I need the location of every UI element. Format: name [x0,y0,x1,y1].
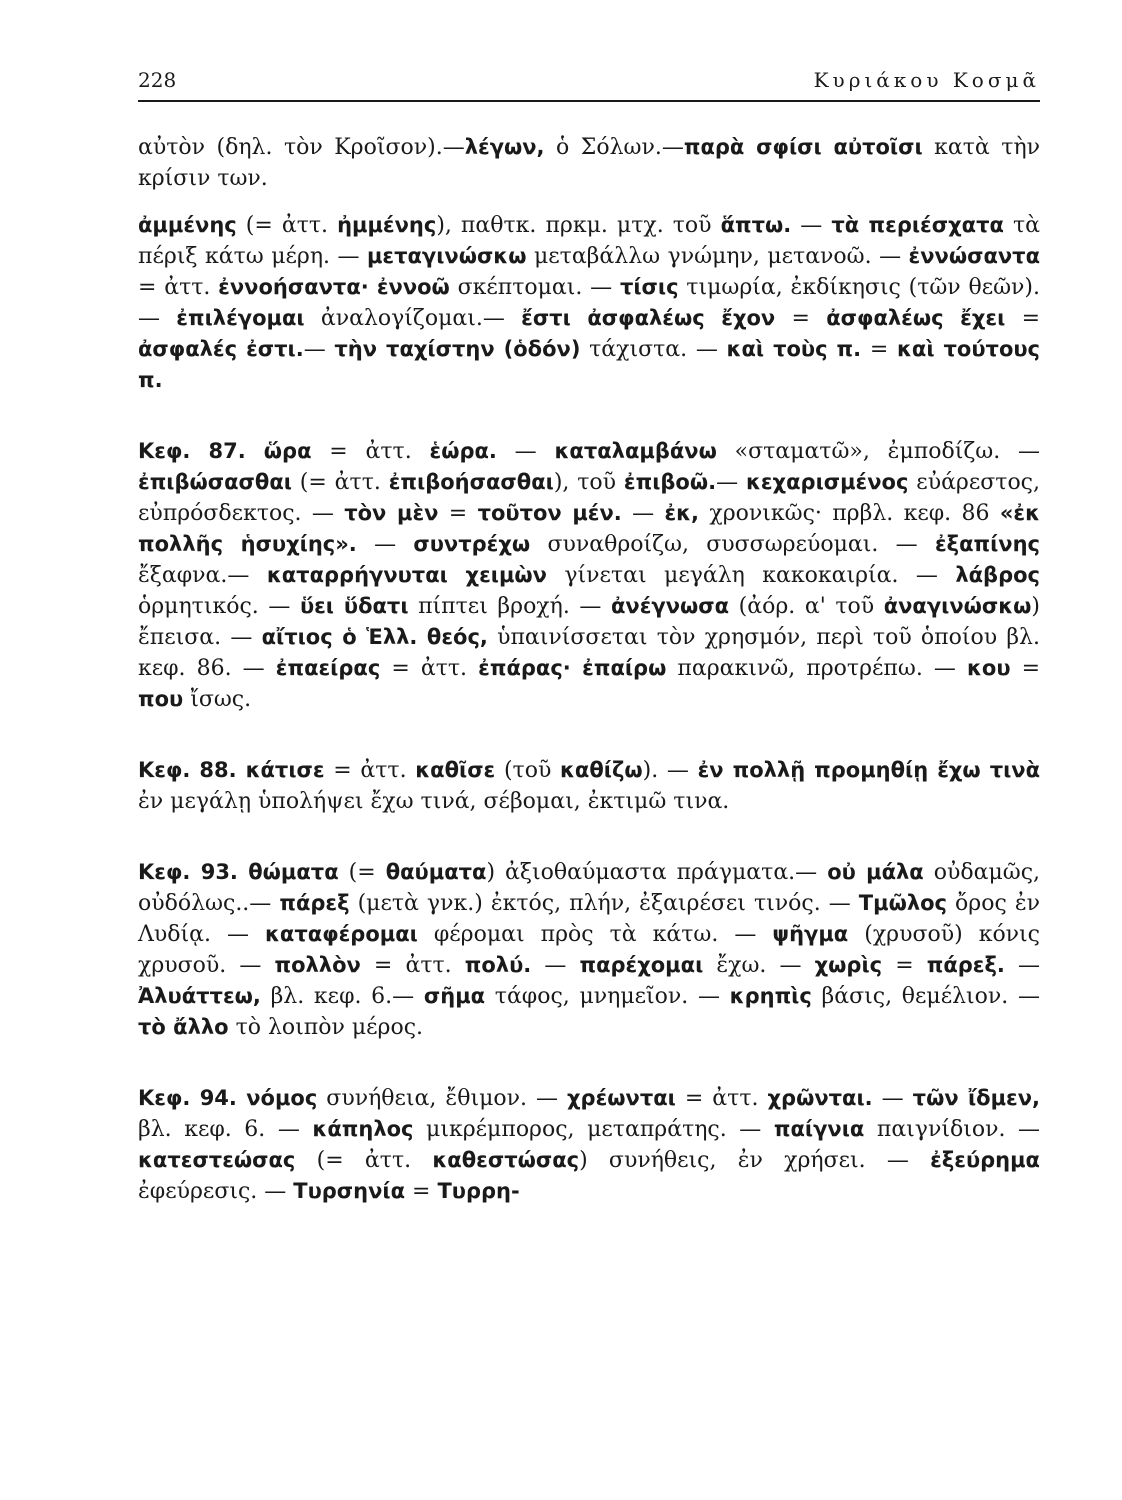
gloss-text: = [775,306,827,331]
gloss-text: = ἀττ. [324,758,416,783]
book-page [138,68,1040,1247]
headword: ἐννοήσαντα· ἐννοῶ [218,275,450,299]
gloss-text: = [1010,656,1041,681]
headword: ἀμμένης [138,213,237,237]
gloss-text: παρακινῶ, προτρέπω. — [666,656,967,681]
gloss-text: ἐν μεγάλῃ ὑπολήψει ἔχω τινά, σέβομαι, ἐκτιμῶ τινα. [138,789,730,814]
headword: αἴτιος ὁ Ἑλλ. θεός, [261,625,488,649]
gloss-text: τὰ πέριξ κάτω μέρη. — [138,213,1040,269]
headword: καταλαμβάνω [554,439,717,463]
headword: τὴν ταχίστην (ὁδόν) [334,337,581,361]
gloss-text: μικρέμπορος, μεταπράτης. — [413,1117,774,1142]
headword: κου [966,656,1011,680]
gloss-text: ὑπαινίσσεται τὸν χρησμόν, περὶ τοῦ ὁποίου βλ. κεφ. 86. — [138,625,1040,681]
gloss-text: = ἀττ. [138,275,219,300]
headword: παρέχομαι [579,953,704,977]
gloss-text: ὁ Σόλων.— [544,135,684,160]
headword: κρηπὶς [729,984,812,1008]
headword: ἐπιβώσασθαι [138,470,292,494]
page-number: 228 [138,68,177,92]
headword: Κεφ. 93. θώματα [138,860,339,884]
headword: Τυρρη- [437,1179,520,1203]
gloss-text: ἔξαφνα.— [138,563,267,588]
headword: καθίζω [560,758,643,782]
gloss-text: ἐφεύρεσις. — [138,1179,294,1204]
gloss-text: κατὰ τὴν κρίσιν των. [138,135,1040,191]
paragraph-2 [138,210,1040,396]
commentary-text [138,132,1040,1207]
gloss-text: οὐδαμῶς, οὐδόλως..— [138,860,1041,916]
gloss-text: — [872,1086,913,1111]
gloss-text: συνήθεια, ἔθιμον. — [317,1086,567,1111]
headword: ἐπιβοήσασθαι [388,470,554,494]
gloss-text: «σταματῶ», ἐμποδίζω. — [716,439,1040,464]
headword: ἐν πολλῇ προμηθίῃ ἔχω τινὰ [697,758,1041,782]
gloss-text: = [861,337,897,362]
gloss-text: ἔχω. — [703,953,815,978]
gloss-text: — [496,439,555,464]
gloss-text: ), παθτκ. πρκμ. μτχ. τοῦ [436,213,721,238]
gloss-text: τάφος, μνημεῖον. — [485,984,730,1009]
headword: τοῦτον μέν. [477,501,622,525]
headword: Κεφ. 87. ὥρα [138,439,312,463]
gloss-text: συναθροίζω, συσσωρεύομαι. — [530,532,935,557]
gloss-text: εὐάρεστος, εὐπρόσδεκτος. — [138,470,1041,526]
headword: Ἀλυάττεω, [138,984,261,1008]
headword: «ἐκ πολλῆς ἡσυχίης». [138,501,1040,556]
headword: Τυρσηνία [293,1179,406,1203]
headword: καταρρήγνυται χειμὼν [266,563,547,587]
headword: Κεφ. 88. κάτισε [138,758,325,782]
gloss-text: μεταβάλλω γνώμην, μετανοῶ. — [526,244,909,269]
paragraph-chapter-93 [138,857,1040,1043]
gloss-text: — [621,501,665,526]
headword: χρῶνται. [767,1086,873,1110]
gloss-text: (μετὰ γνκ.) ἐκτός, πλήν, ἐξαιρέσει τινός. — [349,891,859,916]
gloss-text: βάσις, θεμέλιον. — [811,984,1040,1009]
paragraph-chapter-87 [138,436,1040,715]
gloss-text: ), τοῦ [553,470,624,495]
gloss-text: — [1004,953,1040,978]
headword: καθεστώσας [432,1148,580,1172]
gloss-text: = [882,953,927,978]
gloss-text: (τοῦ [495,758,561,783]
gloss-text: ) ἔπεισα. — [138,594,1041,650]
headword: σῆμα [423,984,486,1008]
headword: ἅπτω. [720,213,792,237]
headword: ἐξαπίνης [934,532,1040,556]
headword: ὕει ὕδατι [299,594,409,618]
gloss-text: χρονικῶς· πρβλ. κεφ. 86 [699,501,1000,526]
gloss-text: ἀναλογίζομαι.— [304,306,522,331]
headword: παίγνια [773,1117,865,1141]
headword: ἀσφαλέως ἔχει [826,306,1006,330]
headword: καθῖσε [415,758,496,782]
gloss-text: (= ἀττ. [291,470,389,495]
headword: πολλὸν [274,953,361,977]
gloss-text: ). — [642,758,698,783]
gloss-text: ἴσως. [183,687,252,712]
gloss-text: τιμωρία, ἐκδίκησις (τῶν θεῶν). — [138,275,1040,331]
headword: ἐκ, [664,501,700,525]
headword: τὸ ἄλλο [138,1015,229,1039]
headword: τὸν μὲν [344,501,439,525]
gloss-text: (ἀόρ. α' τοῦ [729,594,884,619]
headword: καὶ τοὺς π. [726,337,862,361]
headword: ἐννώσαντα [908,244,1041,268]
headword: ἀσφαλές ἐστι. [138,337,304,361]
headword: ἐπάρας· ἐπαίρω [478,656,667,680]
gloss-text: αὐτὸν (δηλ. τὸν Κροῖσον).— [138,135,465,160]
gloss-text: ὁρμητικός. — [138,594,300,619]
headword: τὰ περιέσχατα [831,213,1004,237]
headword: πάρεξ. [926,953,1005,977]
gloss-text: φέρομαι πρὸς τὰ κάτω. — [417,922,773,947]
gloss-text: = ἀττ. [360,953,465,978]
headword: ἐπαείρας [275,656,381,680]
headword: ἐπιλέγομαι [176,306,305,330]
headword: χωρὶς [814,953,883,977]
gloss-text: (= [338,860,386,885]
headword: χρέωνται [567,1086,676,1110]
gloss-text: — [791,213,832,238]
gloss-text: ) ἀξιοθαύμαστα πράγματα.— [486,860,828,885]
headword: ἐξεύρημα [930,1148,1040,1172]
headword: κατεστεώσας [138,1148,296,1172]
gloss-text: — [303,337,335,362]
headword: συντρέχω [413,532,531,556]
paragraph-1 [138,132,1040,194]
gloss-text: παιγνίδιον. — [864,1117,1040,1142]
headword: τῶν ἴδμεν, [912,1086,1040,1110]
gloss-text: (χρυσοῦ) κόνις χρυσοῦ. — [138,922,1041,978]
headword: κάπηλος [312,1117,414,1141]
headword: λέγων, [464,135,545,159]
headword: πολύ. [464,953,532,977]
headword: ἐπιβοῶ. [623,470,717,494]
headword: παρὰ σφίσι αὐτοῖσι [683,135,923,159]
gloss-text: ) συνήθεις, ἐν χρήσει. — [579,1148,931,1173]
paragraph-chapter-88 [138,755,1040,817]
gloss-text: βλ. κεφ. 6. — [138,1117,313,1142]
headword: οὐ μάλα [827,860,924,884]
headword: καὶ τούτους π. [138,337,1040,392]
headword: ἀνέγνωσα [610,594,730,618]
page-header [138,68,1040,102]
headword: ἠμμένης [337,213,437,237]
gloss-text: τάχιστα. — [580,337,727,362]
gloss-text: — [716,470,746,495]
headword: Τμῶλος [858,891,947,915]
headword: ψῆγμα [772,922,849,946]
headword: λάβρος [955,563,1040,587]
headword: θαύματα [385,860,487,884]
gloss-text: γίνεται μεγάλη κακοκαιρία. — [546,563,956,588]
gloss-text: = [438,501,478,526]
gloss-text: = ἀττ. [380,656,479,681]
headword: μεταγινώσκω [366,244,527,268]
gloss-text: βλ. κεφ. 6.— [260,984,424,1009]
gloss-text: — [356,532,414,557]
gloss-text: (= ἀττ. [236,213,338,238]
gloss-text: = [1005,306,1040,331]
headword: πάρεξ [279,891,350,915]
headword: ἔστι ἀσφαλέως ἔχον [521,306,776,330]
gloss-text: = ἀττ. [675,1086,768,1111]
gloss-text: ὄρος ἐν Λυδίᾳ. — [138,891,1041,947]
gloss-text: σκέπτομαι. — [449,275,620,300]
headword: τίσις [619,275,679,299]
headword: καταφέρομαι [265,922,418,946]
headword: ἑώρα. [429,439,497,463]
headword: ἀναγινώσκω [883,594,1032,618]
running-head: Κυριάκου Κοσμᾶ [813,68,1040,92]
headword: κεχαρισμένος [745,470,909,494]
gloss-text: = [405,1179,438,1204]
gloss-text: = ἀττ. [311,439,430,464]
gloss-text: πίπτει βροχή. — [408,594,611,619]
gloss-text: τὸ λοιπὸν μέρος. [228,1015,424,1040]
paragraph-chapter-94 [138,1083,1040,1207]
gloss-text: (= ἀττ. [295,1148,433,1173]
gloss-text: — [531,953,580,978]
headword: που [138,687,184,711]
headword: Κεφ. 94. νόμος [138,1086,318,1110]
